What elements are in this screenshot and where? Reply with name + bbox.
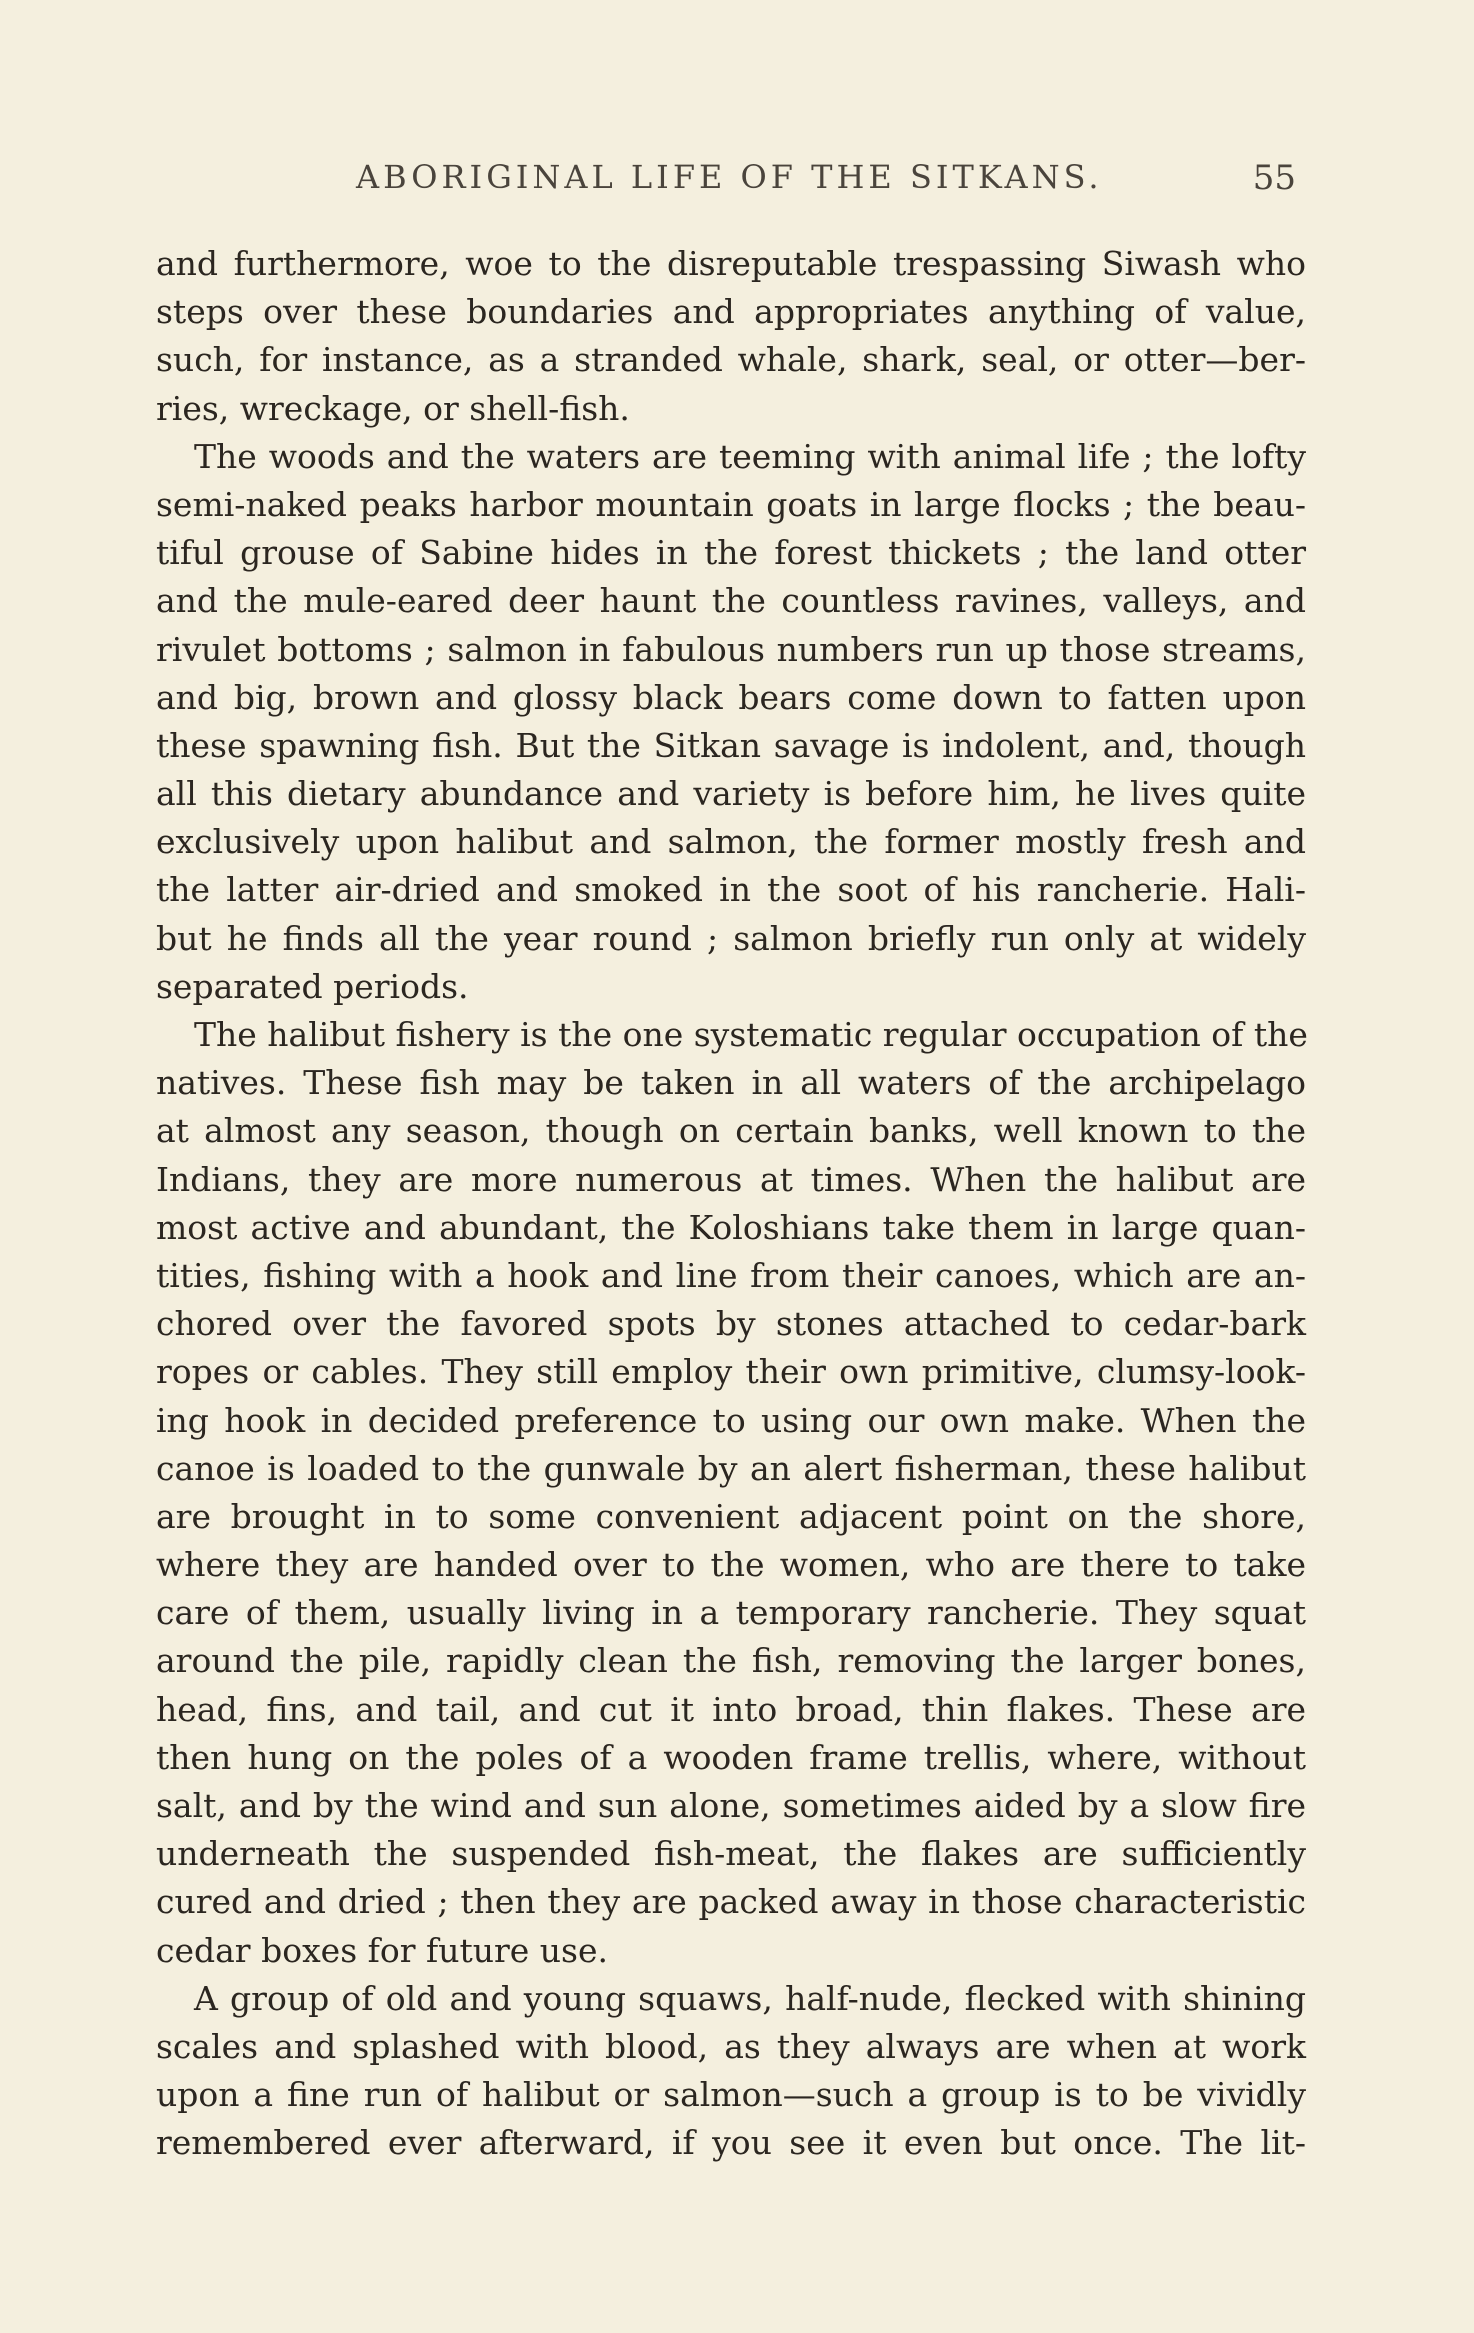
text-line: these spawning fish. But the Sitkan savage is indolent, and, though xyxy=(156,725,1306,765)
text-line: and furthermore, woe to the disreputable trespassing Siwash who xyxy=(156,244,1306,283)
text-line: exclusively upon halibut and salmon, the former mostly fresh and xyxy=(156,822,1306,862)
text-line: the latter air-dried and smoked in the soot of his rancherie. Hali- xyxy=(156,870,1306,910)
text-line: ries, wreckage, or shell-fish. xyxy=(156,388,630,428)
text-line: semi-naked peaks harbor mountain goats in large flocks ; the beau- xyxy=(156,484,1306,524)
text-line: salt, and by the wind and sun alone, sometimes aided by a slow fire xyxy=(156,1786,1306,1825)
text-line: steps over these boundaries and appropriates anything of value, xyxy=(156,292,1306,332)
text-line: The woods and the waters are teeming with animal life ; the lofty xyxy=(194,436,1306,476)
text-line: cured and dried ; then they are packed away in those characteristic xyxy=(156,1882,1306,1922)
text-line: remembered ever afterward, if you see it even but once. The lit- xyxy=(156,2123,1306,2163)
text-line: are brought in to some convenient adjacent point on the shore, xyxy=(156,1496,1306,1536)
text-line: scales and splashed with blood, as they always are when at work xyxy=(156,2026,1306,2066)
text-line: ing hook in decided preference to using our own make. When the xyxy=(156,1400,1306,1440)
body-text xyxy=(156,240,1306,2168)
text-line: and big, brown and glossy black bears come down to fatten upon xyxy=(156,677,1306,717)
text-line: Indians, they are more numerous at times. When the halibut are xyxy=(156,1159,1306,1199)
text-line: ropes or cables. They still employ their own primitive, clumsy-look- xyxy=(156,1352,1306,1392)
text-line: then hung on the poles of a wooden frame trellis, where, without xyxy=(156,1737,1306,1777)
page-number: 55 xyxy=(1252,158,1296,198)
text-line: head, fins, and tail, and cut it into broad, thin flakes. These are xyxy=(156,1689,1306,1729)
text-line: around the pile, rapidly clean the fish, removing the larger bones, xyxy=(156,1641,1306,1681)
text-line: The halibut fishery is the one systematic regular occupation of the xyxy=(194,1015,1308,1054)
text-line: separated periods. xyxy=(156,966,469,1006)
text-line: A group of old and young squaws, half-nude, flecked with shining xyxy=(194,1978,1306,2018)
text-line: at almost any season, though on certain banks, well known to the xyxy=(156,1111,1306,1151)
text-line: canoe is loaded to the gunwale by an alert fisherman, these halibut xyxy=(156,1448,1306,1488)
text-line: and the mule-eared deer haunt the countless ravines, valleys, and xyxy=(156,581,1306,621)
text-line: where they are handed over to the women, who are there to take xyxy=(156,1545,1306,1585)
running-title: ABORIGINAL LIFE OF THE SITKANS. xyxy=(356,158,1103,196)
text-line: all this dietary abundance and variety is before him, he lives quite xyxy=(156,774,1306,814)
text-line: tiful grouse of Sabine hides in the forest thickets ; the land otter xyxy=(156,533,1306,573)
text-line: such, for instance, as a stranded whale, shark, seal, or otter—ber- xyxy=(156,340,1306,380)
text-line: care of them, usually living in a temporary rancherie. They squat xyxy=(156,1593,1306,1633)
text-line: tities, fishing with a hook and line from their canoes, which are an- xyxy=(156,1255,1306,1295)
text-line: but he finds all the year round ; salmon briefly run only at widely xyxy=(156,918,1306,958)
text-line: most active and abundant, the Koloshians take them in large quan- xyxy=(156,1207,1306,1247)
text-line: upon a fine run of halibut or salmon—such a group is to be vividly xyxy=(156,2075,1306,2115)
running-head xyxy=(156,158,1296,202)
text-line: cedar boxes for future use. xyxy=(156,1930,608,1970)
text-line: rivulet bottoms ; salmon in fabulous numbers run up those streams, xyxy=(156,629,1306,669)
text-line: underneath the suspended fish-meat, the flakes are sufficiently xyxy=(156,1834,1306,1874)
text-line: chored over the favored spots by stones attached to cedar-bark xyxy=(156,1304,1306,1344)
text-line: natives. These fish may be taken in all waters of the archipelago xyxy=(156,1063,1306,1103)
